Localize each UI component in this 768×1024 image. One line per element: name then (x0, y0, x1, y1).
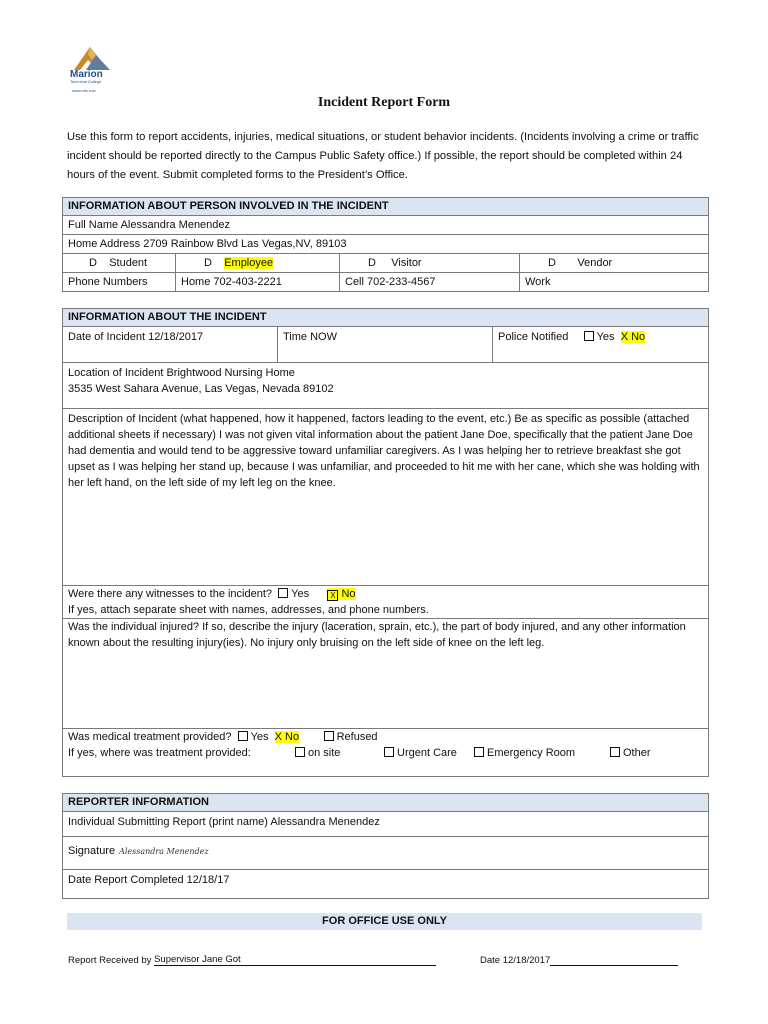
report-date-field[interactable]: Date Report Completed 12/18/17 (63, 870, 709, 899)
office-date-line[interactable] (550, 954, 678, 966)
treatment-where-label: If yes, where was treatment provided: (68, 747, 251, 759)
incident-section (62, 308, 709, 777)
office-date-field[interactable] (480, 954, 678, 966)
intro-paragraph: Use this form to report accidents, injuries, medical situations, or student behavior incidents. (Incidents involving a crime or traffic incident should be reported directly to the Campus Public Safety office.) If possible, the report should be completed within 24 hours of the event. Submit completed forms to the President’s Office. (67, 131, 699, 181)
logo-subtitle: Technical College (70, 79, 102, 84)
incident-time-field[interactable]: Time NOW (278, 327, 493, 363)
witness-note: If yes, attach separate sheet with names, addresses, and phone numbers. (68, 604, 429, 616)
office-date-value: 12/18/2017 (502, 955, 551, 966)
office-use-banner: FOR OFFICE USE ONLY (67, 913, 702, 930)
where-other-label: Other (623, 747, 651, 759)
type-vendor[interactable] (520, 254, 709, 273)
witness-yes-label: Yes (291, 588, 310, 600)
treatment-question: Was medical treatment provided? (68, 731, 232, 743)
checkbox-mark: D (89, 257, 97, 269)
treatment-yes-checkbox[interactable] (238, 731, 248, 741)
person-section (62, 197, 709, 292)
police-notified-field[interactable] (493, 327, 709, 363)
type-student[interactable] (63, 254, 176, 273)
home-phone-field[interactable]: Home 702-403-2221 (176, 273, 340, 292)
signature-scribble: Alessandra Menendez (119, 847, 209, 856)
full-name-field[interactable]: Full Name Alessandra Menendez (63, 216, 709, 235)
home-address-field[interactable]: Home Address 2709 Rainbow Blvd Las Vegas,NV, 89103 (63, 235, 709, 254)
where-emergency-room-label: Emergency Room (487, 747, 576, 759)
logo-website: www.mtc.edu (72, 88, 96, 93)
reporter-section (62, 793, 709, 899)
where-emergency-room-checkbox[interactable] (474, 747, 484, 757)
checkbox-mark: D (548, 257, 556, 269)
received-by-field[interactable] (68, 954, 436, 966)
where-other-checkbox[interactable] (610, 747, 620, 757)
witness-no-checkbox[interactable]: X (327, 590, 338, 601)
where-on-site-label: on site (308, 747, 341, 759)
checkbox-mark: D (204, 257, 212, 269)
location-line-2: 3535 West Sahara Avenue, Las Vegas, Nevada 89102 (68, 383, 334, 395)
incident-date-field[interactable]: Date of Incident 12/18/2017 (63, 327, 278, 363)
where-on-site-checkbox[interactable] (295, 747, 305, 757)
witness-field[interactable] (63, 586, 709, 619)
incident-header: INFORMATION ABOUT THE INCIDENT (63, 309, 709, 327)
treatment-refused-checkbox[interactable] (324, 731, 334, 741)
treatment-yes-label: Yes (250, 731, 269, 743)
witness-question: Were there any witnesses to the incident? (68, 588, 273, 600)
work-phone-field[interactable]: Work (520, 273, 709, 292)
signature-label: Signature (68, 845, 116, 857)
where-urgent-care-checkbox[interactable] (384, 747, 394, 757)
treatment-no-label: X No (274, 731, 300, 743)
reporter-header: REPORTER INFORMATION (63, 794, 709, 812)
type-label: Employee (224, 257, 274, 269)
form-title: Incident Report Form (317, 95, 451, 110)
type-label: Vendor (577, 257, 613, 269)
person-header: INFORMATION ABOUT PERSON INVOLVED IN THE INCIDENT (63, 198, 709, 216)
police-yes-label: Yes (596, 331, 615, 343)
location-line-1: Location of Incident Brightwood Nursing Home (68, 367, 295, 379)
checkbox-mark: D (368, 257, 376, 269)
received-by-value: Supervisor Jane Got (154, 954, 241, 965)
received-by-label: Report Received by (68, 955, 152, 966)
witness-yes-checkbox[interactable] (278, 588, 288, 598)
phone-label: Phone Numbers (63, 273, 176, 292)
type-label: Student (109, 257, 148, 269)
reporter-name-field[interactable]: Individual Submitting Report (print name) Alessandra Menendez (63, 812, 709, 837)
treatment-refused-label: Refused (336, 731, 378, 743)
signature-field[interactable] (63, 837, 709, 870)
cell-phone-field[interactable]: Cell 702-233-4567 (340, 273, 520, 292)
treatment-field[interactable] (63, 729, 709, 777)
received-by-line[interactable] (154, 954, 436, 966)
type-employee[interactable] (176, 254, 340, 273)
logo-name: Marion (70, 69, 103, 80)
type-label: Visitor (391, 257, 422, 269)
incident-location-field[interactable] (63, 363, 709, 409)
police-no-label: X No (620, 331, 646, 343)
witness-no-label: No (341, 588, 356, 600)
police-label: Police Notified (498, 331, 569, 343)
police-yes-checkbox[interactable] (584, 331, 594, 341)
injury-field[interactable]: Was the individual injured? If so, describe the injury (laceration, sprain, etc.), the part of body injured, and any other information known about the resulting injury(ies). No injury only bruising on the left side of knee on the left leg. (63, 619, 709, 729)
type-visitor[interactable] (340, 254, 520, 273)
office-date-label: Date (480, 955, 501, 966)
incident-description-field[interactable]: Description of Incident (what happened, how it happened, factors leading to the event, etc.) Be as specific as possible (attached additional sheets if necessary) I was not given vital information about the patient Jane Doe, specifically that the patient Jane Doe had dementia and would tend to be aggressive toward unfamiliar caregivers. As I was helping her to retrieve breakfast she got upset as I was helping her stand up, because I was unfamiliar, and proceeded to hit me with her cane, which she was holding with her left hand, on the left side of my left leg on the knee. (63, 409, 709, 586)
where-urgent-care-label: Urgent Care (397, 747, 457, 759)
